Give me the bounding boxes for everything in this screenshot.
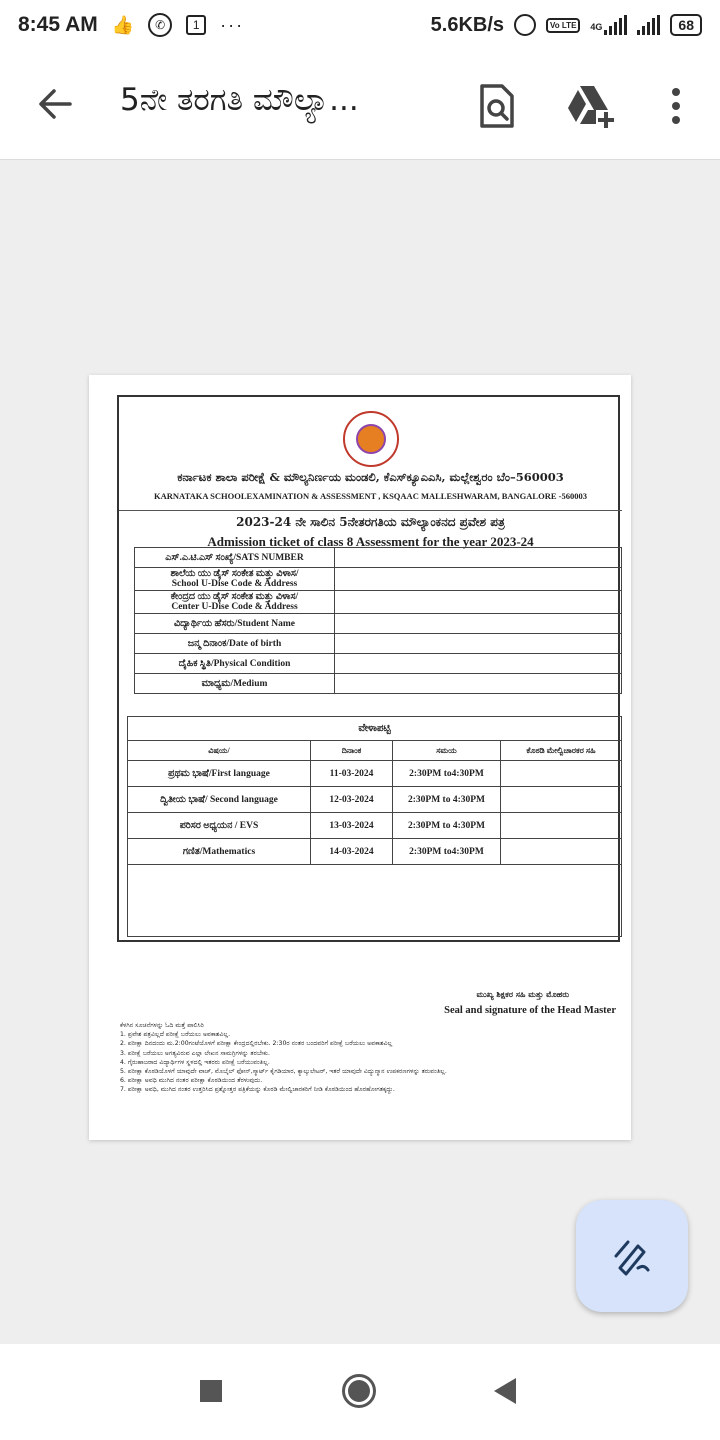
header-kannada: ಕರ್ನಾಟಕ ಶಾಲಾ ಪರೀಕ್ಷೆ & ಮೌಲ್ಯನಿರ್ಣಯ ಮಂಡಲಿ, ಕೆಎಸ್‌ಕ್ಯೂಎಎಸಿ, ಮಲ್ಲೇಶ್ವರಂ ಬೆಂ–560003 [177,470,564,484]
info-label: ಮಾಧ್ಯಮ/Medium [135,674,335,694]
subject-cell: ಗಣಿತ/Mathematics [128,839,311,865]
add-to-drive-button[interactable] [564,80,620,132]
app-bar [0,50,720,160]
time-cell: 2:30PM to4:30PM [393,839,501,865]
more-options-button[interactable] [656,80,696,132]
home-circle-icon [348,1380,370,1402]
instruction-item: 2. ಪರೀಕ್ಷಾ ದಿನದಂದು ಮ.2:00ಗಂಟೆಯೊಳಗೆ ಪರೀಕ್ಷಾ ಕೇಂದ್ರದಲ್ಲಿರಬೇಕು. 2:30ರ ನಂತರ ಬಂದವರಿಗೆ ಪರೀಕ್ಷೆ ಬರೆಯಲು ಅವಕಾಶವಿಲ್ಲ [120,1040,393,1048]
timetable-blank-row [128,865,622,937]
date-cell: 13-03-2024 [311,813,393,839]
document-page[interactable] [89,375,631,1140]
table-row [128,761,622,787]
subject-cell: ದ್ವಿತೀಯ ಭಾಷೆ/ Second language [128,787,311,813]
header-english: KARNATAKA SCHOOLEXAMINATION & ASSESSMENT , KSQAAC MALLESHWARAM, BANGALORE -560003 [154,491,587,501]
date-cell: 14-03-2024 [311,839,393,865]
table-row [135,614,622,634]
time-cell: 2:30PM to 4:30PM [393,813,501,839]
column-header-time: ಸಮಯ [393,741,501,761]
info-label: ವಿದ್ಯಾರ್ಥಿಯ ಹೆಸರು/Student Name [135,614,335,634]
signal-strength-icon-2 [637,15,660,35]
battery-icon: 68 [670,14,702,36]
table-row [128,813,622,839]
document-title: 5ನೇ ತರಗತಿ ಮೌಲ್ಯಾ... [120,82,359,118]
table-row [135,548,622,568]
instructions-heading: ಕೆಳಗಿನ ಸೂಚನೆಗಳನ್ನು ಓದಿ ಮತ್ತೆ ಪಾಲಿಸಿರಿ [120,1022,204,1029]
column-header-date: ದಿನಾಂಕ [311,741,393,761]
instruction-item: 6. ಪರೀಕ್ಷಾ ಅವಧಿ ಮುಗಿದ ನಂತರ ಪರೀಕ್ಷಾ ಕೊಠಡಿಯಿಂದ ತೆರಳುವುದು. [120,1077,263,1085]
year-title-kannada: 2023-24 ನೇ ಸಾಲಿನ 5ನೇತರಗತಿಯ ಮೌಲ್ಯಾಂಕನದ ಪ್ರವೇಶ ಪತ್ರ [236,515,505,529]
signal-strength-icon [604,15,627,35]
ticket-title-english: Admission ticket of class 8 Assessment for the year 2023-24 [207,534,534,549]
info-label: ಕೇಂದ್ರದ ಯು ಡೈಸ್ ಸಂಕೇತ ಮತ್ತು ವಿಳಾಸ/ Center U-Dise Code & Address [135,591,335,614]
subject-cell: ಪರಿಸರ ಅಧ್ಯಯನ / EVS [128,813,311,839]
volte-icon: Vo LTE [546,18,580,33]
date-cell: 12-03-2024 [311,787,393,813]
info-label: ಶಾಲೆಯ ಯು ಡೈಸ್ ಸಂಕೇತ ಮತ್ತು ವಿಳಾಸ/ School U-Dise Code & Address [135,568,335,591]
info-value [335,674,622,694]
arrow-left-icon [30,78,82,130]
table-row [128,787,622,813]
date-cell: 11-03-2024 [311,761,393,787]
edit-fab-button[interactable] [576,1200,688,1312]
signature-cell [501,813,622,839]
more-vertical-icon [672,88,680,96]
table-row [135,568,622,591]
edit-pen-icon [610,1234,654,1278]
table-row [135,654,622,674]
admission-ticket-frame [117,395,620,942]
timetable-title: ವೇಳಾಪಟ್ಟಿ [128,717,622,741]
system-navigation-bar [0,1344,720,1440]
thumbs-up-icon: 👍 [111,14,135,35]
network-speed: 5.6KB/s [430,13,505,36]
table-row [135,634,622,654]
status-bar [0,0,720,50]
student-info-table [134,547,622,694]
info-value [335,654,622,674]
system-back-button[interactable] [494,1378,516,1404]
network-type: 4G [590,21,603,32]
subject-cell: ಪ್ರಥಮ ಭಾಷೆ/First language [128,761,311,787]
table-row [128,839,622,865]
alarm-icon [514,14,536,36]
home-button[interactable] [342,1374,376,1408]
more-vertical-icon-dot-2 [672,116,680,124]
status-time: 8:45 AM [18,13,98,36]
recent-apps-button[interactable] [200,1380,222,1402]
instruction-item: 7. ಪರೀಕ್ಷಾ ಅವಧಿ, ಮುಗಿದ ನಂತರ ಉತ್ತರಿಸಿದ ಪ್ರಶ್ನೋತ್ತರ ಪತ್ರಿಕೆಯನ್ನು ಕೊಠಡಿ ಮೇಲ್ವಿಚಾರಕರಿಗೆ ನೀಡಿ ಕೊಠಡಿಯಿಂದ ಹೊರಹೋಗತಕ್ಕದ್ದು. [120,1086,395,1094]
signature-label-kannada: ಮುಖ್ಯ ಶಿಕ್ಷಕರ ಸಹಿ ಮತ್ತು ಮೊಹರು [476,989,569,999]
info-label: ದೈಹಿಕ ಸ್ಥಿತಿ/Physical Condition [135,654,335,674]
blank-cell [128,865,622,937]
timetable-header-row [128,741,622,761]
table-row [135,591,622,614]
notification-badge-icon: 1 [186,15,206,35]
info-value [335,591,622,614]
info-label: ಜನ್ಮ ದಿನಾಂಕ/Date of birth [135,634,335,654]
signature-cell [501,761,622,787]
add-to-drive-icon [564,80,620,132]
exam-timetable [127,716,622,937]
search-document-icon [470,80,522,132]
instructions-block [120,1021,620,1095]
info-value [335,548,622,568]
find-in-document-button[interactable] [470,80,522,132]
more-vertical-icon-dot [672,102,680,110]
table-row [135,674,622,694]
info-value [335,568,622,591]
more-notifications-icon: ··· [220,14,245,35]
instruction-item: 5. ಪರೀಕ್ಷಾ ಕೊಠಡಿಯೊಳಗೆ ಯಾವುದೇ ವಾಚ್, ಮೊಬೈಲ್ ಫೋನ್,ಸ್ಮಾರ್ಟ್ ಕೈಗಡಿಯಾರ, ಕ್ಯಾಲ್ಕುಲೇಟರ್, ಇತರೆ ಯಾವುದೇ ವಿದ್ಯುನ್ಮಾನ ಉಪಕರಣಗಳನ್ನು ತರುವಂತಿಲ್ಲ. [120,1068,447,1076]
back-button[interactable] [30,78,82,130]
column-header-subject: ವಿಷಯ/ [128,741,311,761]
info-label: ಎಸ್.ಎ.ಟಿ.ಎಸ್ ಸಂಖ್ಯೆ/SATS NUMBER [135,548,335,568]
instruction-item: 3. ಪರೀಕ್ಷೆ ಬರೆಯಲು ಅಗತ್ಯವಿರುವ ಎಲ್ಲಾ ಲೇಖನ ಸಾಮಗ್ರಿಗಳನ್ನು ತರಬೇಕು. [120,1049,270,1057]
column-header-signature: ಕೊಠಡಿ ಮೇಲ್ವಿಚಾರಕರ ಸಹಿ [501,741,622,761]
header-divider [119,510,622,511]
signature-cell [501,839,622,865]
info-value [335,614,622,634]
whatsapp-icon: ✆ [148,13,172,37]
time-cell: 2:30PM to 4:30PM [393,787,501,813]
timetable-title-row [128,717,622,741]
time-cell: 2:30PM to4:30PM [393,761,501,787]
instruction-item: 4. ಗೈರುಹಾಜರಾದ ವಿದ್ಯಾರ್ಥಿಗಳ ಸ್ಥಳದಲ್ಲಿ ಇತರರು ಪರೀಕ್ಷೆ ಬರೆಯುವಂತಿಲ್ಲ. [120,1058,270,1066]
board-emblem-logo [343,411,399,467]
signature-cell [501,787,622,813]
signature-label-english: Seal and signature of the Head Master [444,1005,616,1016]
instruction-item: 1. ಪ್ರವೇಶ ಪತ್ರವಿಲ್ಲದೆ ಪರೀಕ್ಷೆ ಬರೆಯಲು ಅವಕಾಶವಿಲ್ಲ. [120,1031,231,1039]
info-value [335,634,622,654]
